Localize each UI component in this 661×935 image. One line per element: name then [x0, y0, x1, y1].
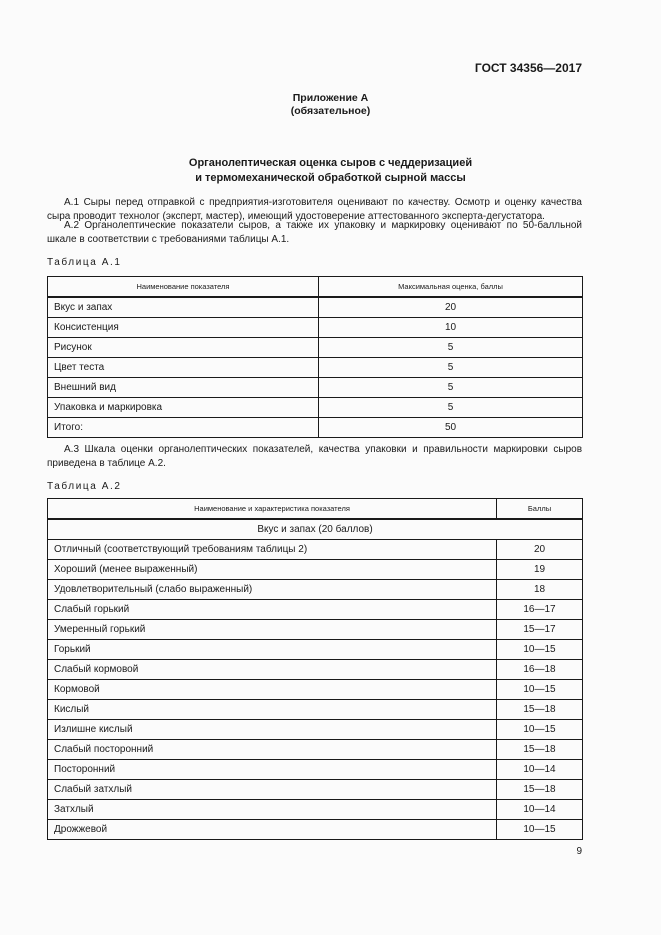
indicator-name-cell: Дрожжевой	[48, 820, 497, 840]
score-cell: 10—15	[497, 640, 583, 660]
indicator-name-cell: Слабый посторонний	[48, 740, 497, 760]
table-row	[48, 600, 583, 620]
indicator-name-cell: Удовлетворительный (слабо выраженный)	[48, 580, 497, 600]
indicator-name-cell: Вкус и запах	[48, 297, 319, 318]
paragraph-a1: А.1 Сыры перед отправкой с предприятия-изготовителя оценивают по качеству. Осмотр и оценку качества сыра проводит технолог (эксперт, мастер), имеющий удостоверение аттестованного эксперта-дегустатора.	[47, 197, 582, 222]
score-cell: 5	[319, 398, 583, 418]
score-cell: 5	[319, 378, 583, 398]
appendix-status: (обязательное)	[290, 105, 371, 117]
table-row	[48, 580, 583, 600]
score-cell: 15—17	[497, 620, 583, 640]
indicator-name-cell: Консистенция	[48, 318, 319, 338]
table-a2	[47, 498, 583, 840]
title-line-1: Органолептическая оценка сыров с чеддеризацией	[188, 157, 473, 169]
score-cell: 18	[497, 580, 583, 600]
score-cell: 15—18	[497, 700, 583, 720]
score-cell: 50	[319, 418, 583, 438]
table-a2-caption: Таблица А.2	[47, 481, 122, 492]
indicator-name-cell: Цвет теста	[48, 358, 319, 378]
title-line-2: и термомеханической обработкой сырной массы	[195, 172, 466, 184]
indicator-name-cell: Упаковка и маркировка	[48, 398, 319, 418]
score-cell: 10—15	[497, 680, 583, 700]
document-code: ГОСТ 34356—2017	[474, 61, 582, 75]
table-row	[48, 780, 583, 800]
table-row	[48, 378, 583, 398]
table-row	[48, 297, 583, 318]
score-cell: 10—14	[497, 800, 583, 820]
table-row	[48, 720, 583, 740]
score-cell: 5	[319, 338, 583, 358]
indicator-name-cell: Горький	[48, 640, 497, 660]
column-header: Максимальная оценка, баллы	[319, 277, 583, 298]
score-cell: 19	[497, 560, 583, 580]
table-header-row	[48, 277, 583, 298]
score-cell: 15—18	[497, 780, 583, 800]
indicator-name-cell: Хороший (менее выраженный)	[48, 560, 497, 580]
indicator-name-cell: Умеренный горький	[48, 620, 497, 640]
table-row	[48, 760, 583, 780]
paragraph-a3: А.3 Шкала оценки органолептических показателей, качества упаковки и правильности маркировки сыров приведена в таблице А.2.	[47, 444, 582, 469]
column-header: Баллы	[497, 499, 583, 520]
section-title: Вкус и запах (20 баллов)	[48, 519, 583, 540]
table-row	[48, 660, 583, 680]
indicator-name-cell: Внешний вид	[48, 378, 319, 398]
score-cell: 15—18	[497, 740, 583, 760]
indicator-name-cell: Слабый кормовой	[48, 660, 497, 680]
table-row	[48, 318, 583, 338]
table-a1-caption: Таблица А.1	[47, 257, 122, 268]
indicator-name-cell: Кислый	[48, 700, 497, 720]
score-cell: 16—18	[497, 660, 583, 680]
paragraph-a2: А.2 Органолептические показатели сыров, а также их упаковку и маркировку оценивают по 50-балльной шкале в соответствии с требованиями таблицы А.1.	[47, 220, 582, 245]
table-row	[48, 418, 583, 438]
table-row	[48, 620, 583, 640]
indicator-name-cell: Кормовой	[48, 680, 497, 700]
section-row	[48, 519, 583, 540]
table-row	[48, 800, 583, 820]
score-cell: 10—14	[497, 760, 583, 780]
indicator-name-cell: Отличный (соответствующий требованиям таблицы 2)	[48, 540, 497, 560]
table-row	[48, 358, 583, 378]
indicator-name-cell: Посторонний	[48, 760, 497, 780]
page-title	[0, 156, 661, 186]
score-cell: 10—15	[497, 820, 583, 840]
indicator-name-cell: Излишне кислый	[48, 720, 497, 740]
table-row	[48, 640, 583, 660]
page-number: 9	[576, 846, 582, 857]
indicator-name-cell: Слабый горький	[48, 600, 497, 620]
appendix-label: Приложение А	[292, 92, 369, 104]
column-header: Наименование и характеристика показателя	[48, 499, 497, 520]
score-cell: 20	[497, 540, 583, 560]
table-row	[48, 680, 583, 700]
table-a1	[47, 276, 583, 438]
indicator-name-cell: Итого:	[48, 418, 319, 438]
table-row	[48, 338, 583, 358]
table-row	[48, 740, 583, 760]
score-cell: 10	[319, 318, 583, 338]
score-cell: 16—17	[497, 600, 583, 620]
table-header-row	[48, 499, 583, 520]
column-header: Наименование показателя	[48, 277, 319, 298]
score-cell: 10—15	[497, 720, 583, 740]
table-row	[48, 540, 583, 560]
score-cell: 20	[319, 297, 583, 318]
indicator-name-cell: Рисунок	[48, 338, 319, 358]
table-row	[48, 560, 583, 580]
table-row	[48, 820, 583, 840]
indicator-name-cell: Слабый затхлый	[48, 780, 497, 800]
table-row	[48, 700, 583, 720]
score-cell: 5	[319, 358, 583, 378]
indicator-name-cell: Затхлый	[48, 800, 497, 820]
table-row	[48, 398, 583, 418]
